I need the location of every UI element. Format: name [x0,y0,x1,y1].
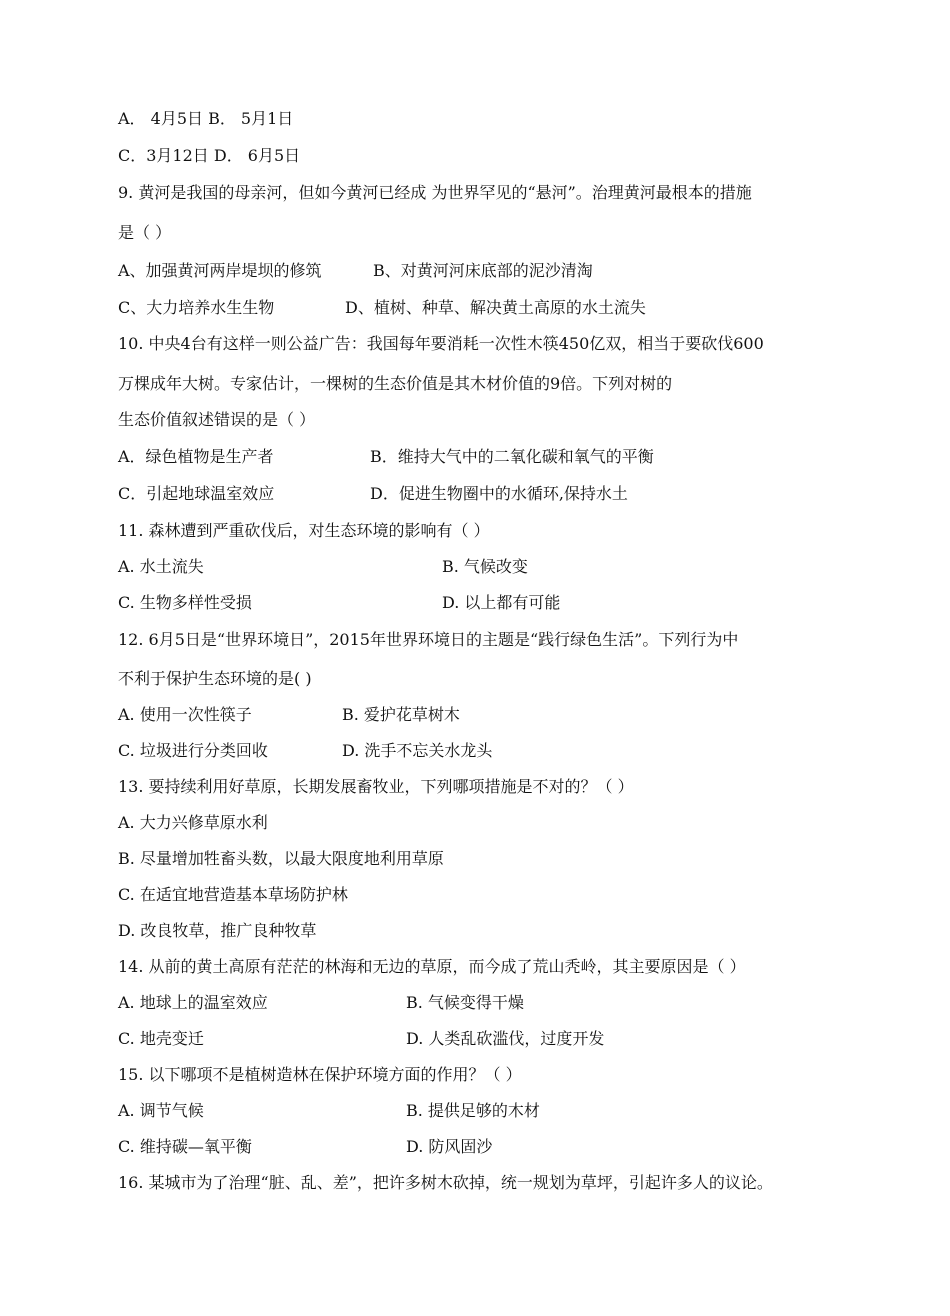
q13-stem: 13. 要持续利用好草原，长期发展畜牧业，下列哪项措施是不对的？（ ） [118,777,634,796]
q10-stem-line1: 10. 中央4台有这样一则公益广告：我国每年要消耗一次性木筷450亿双，相当于要砍伐600 [118,334,764,353]
q12-option-b: B. 爱护花草树木 [342,705,460,724]
q13-option-c: C. 在适宜地营造基本草场防护林 [118,885,348,904]
q15-stem: 15. 以下哪项不是植树造林在保护环境方面的作用？（ ） [118,1065,522,1084]
q9-option-c: C、大力培养水生生物 [118,298,275,317]
q11-option-a: A. 水土流失 [118,557,204,576]
q11-stem: 11. 森林遭到严重砍伐后，对生态环境的影响有（ ） [118,521,490,540]
q8-options-row2: C．3月12日 D． 6月5日 [118,146,301,165]
q11-option-b: B. 气候改变 [442,557,528,576]
q14-stem: 14. 从前的黄土高原有茫茫的林海和无边的草原，而今成了荒山秃岭，其主要原因是（ ） [118,957,746,976]
q14-option-a: A. 地球上的温室效应 [118,993,268,1012]
q12-option-a: A. 使用一次性筷子 [118,705,252,724]
q10-option-d: D．促进生物圈中的水循环,保持水土 [370,484,628,503]
q14-option-d: D. 人类乱砍滥伐，过度开发 [406,1029,605,1048]
q9-stem-line2: 是（ ） [118,223,172,242]
q10-option-b: B．维持大气中的二氧化碳和氧气的平衡 [370,447,654,466]
q10-stem-line3: 生态价值叙述错误的是（ ） [118,410,316,429]
q9-option-d: D、植树、种草、解决黄土高原的水土流失 [345,298,646,317]
q9-option-a: A、加强黄河两岸堤坝的修筑 [118,261,322,280]
q15-option-a: A. 调节气候 [118,1101,204,1120]
q14-option-c: C. 地壳变迁 [118,1029,204,1048]
q8-options-row1: A． 4月5日 B． 5月1日 [118,109,294,128]
q13-option-b: B. 尽量增加牲畜头数，以最大限度地利用草原 [118,849,444,868]
q12-option-d: D. 洗手不忘关水龙头 [342,741,493,760]
q13-option-d: D. 改良牧草，推广良种牧草 [118,921,317,940]
q10-option-c: C．引起地球温室效应 [118,484,275,503]
q12-stem-line2: 不利于保护生态环境的是( ) [118,669,312,688]
q9-option-b: B、对黄河河床底部的泥沙清淘 [373,261,593,280]
q12-stem-line1: 12. 6月5日是“世界环境日”，2015年世界环境日的主题是“践行绿色生活”。下列行为中 [118,630,739,649]
q12-option-c: C. 垃圾进行分类回收 [118,741,268,760]
q14-option-b: B. 气候变得干燥 [406,993,524,1012]
q11-option-c: C. 生物多样性受损 [118,593,252,612]
q15-option-c: C. 维持碳—氧平衡 [118,1137,252,1156]
q15-option-d: D. 防风固沙 [406,1137,493,1156]
q15-option-b: B. 提供足够的木材 [406,1101,540,1120]
q10-stem-line2: 万棵成年大树。专家估计，一棵树的生态价值是其木材价值的9倍。下列对树的 [118,374,673,393]
q13-option-a: A. 大力兴修草原水利 [118,813,268,832]
q11-option-d: D. 以上都有可能 [442,593,561,612]
q16-stem: 16. 某城市为了治理“脏、乱、差”，把许多树木砍掉，统一规划为草坪，引起许多人的议论。 [118,1173,773,1192]
q10-option-a: A．绿色植物是生产者 [118,447,274,466]
q9-stem-line1: 9. 黄河是我国的母亲河，但如今黄河已经成 为世界罕见的“悬河”。治理黄河最根本的措施 [118,183,752,202]
